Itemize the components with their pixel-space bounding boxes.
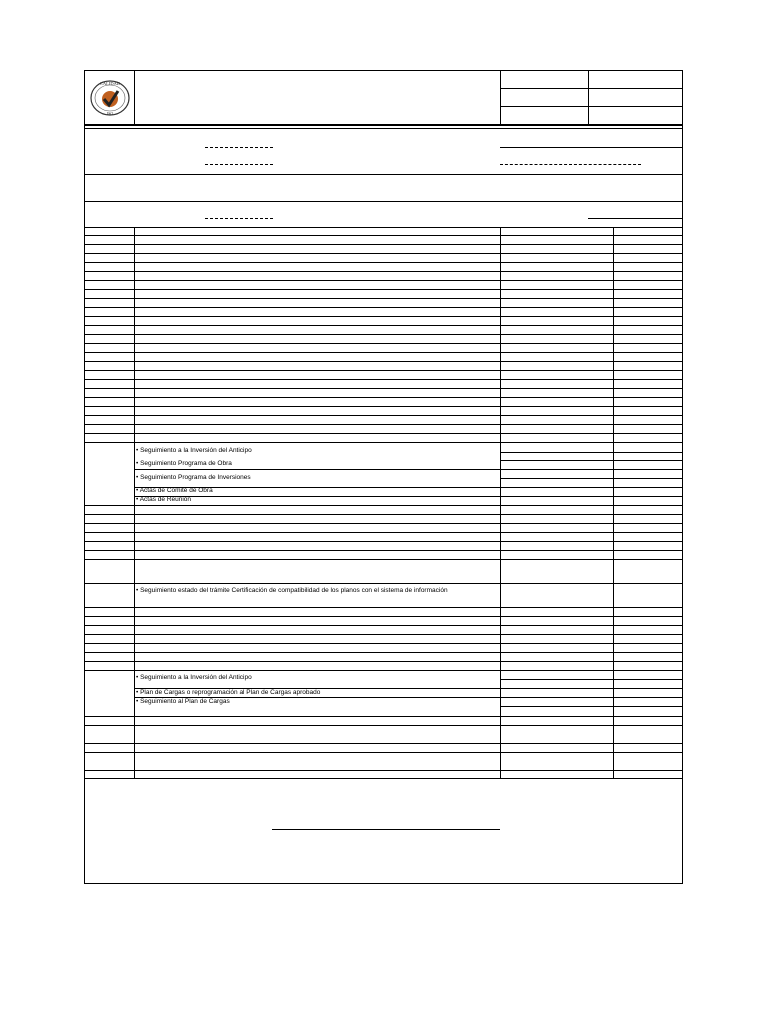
table-row-line	[500, 679, 683, 680]
signature-line	[272, 829, 500, 830]
table-row-line	[84, 424, 683, 425]
table-row-line	[84, 298, 683, 299]
table-row-line	[84, 607, 683, 608]
table-row-line	[84, 280, 683, 281]
item-certificacion: • Seguimiento estado del trámite Certificación de compatibilidad de los planos con el sistema de información	[136, 587, 448, 594]
table-row-line	[84, 244, 683, 245]
quality-seal-logo	[88, 78, 132, 118]
item-anticipo-1: • Seguimiento a la Inversión del Anticipo	[136, 447, 252, 454]
item-programa-obra: • Seguimiento Programa de Obra	[136, 460, 232, 467]
table-row-line	[500, 478, 683, 479]
table-row-line	[84, 334, 683, 335]
table-row-line	[84, 253, 683, 254]
table-row-line	[84, 752, 683, 753]
table-row-line	[84, 643, 683, 644]
table-row-line	[84, 725, 683, 726]
table-row-line	[84, 227, 683, 228]
table-row-line	[500, 688, 683, 689]
table-row-line	[84, 716, 683, 717]
table-row-line	[84, 433, 683, 434]
table-row-line	[500, 460, 683, 461]
table-row-line	[84, 652, 683, 653]
table-row-line	[500, 706, 683, 707]
table-row-line	[84, 670, 683, 671]
table-row-line	[84, 325, 683, 326]
table-row-line	[84, 406, 683, 407]
svg-text:CALIDAD: CALIDAD	[99, 81, 121, 86]
table-row-line	[134, 469, 500, 470]
table-row-line	[500, 452, 683, 453]
table-row-line	[84, 397, 683, 398]
table-row-line	[84, 514, 683, 515]
table-row-line	[84, 370, 683, 371]
table-row-line	[84, 541, 683, 542]
item-actas-reunion: • Actas de Reunión	[136, 496, 192, 503]
table-row-line	[500, 496, 683, 497]
table-row-line	[84, 532, 683, 533]
item-seguimiento-plan-cargas: • Seguimiento al Plan de Cargas	[136, 698, 230, 705]
svg-text:ISO: ISO	[106, 111, 114, 116]
table-row-line	[500, 469, 683, 470]
table-row-line	[84, 442, 683, 443]
item-actas-comite: • Actas de Comité de Obra	[136, 487, 213, 494]
table-row-line	[84, 634, 683, 635]
table-row-line	[84, 770, 683, 771]
table-row-line	[84, 271, 683, 272]
table-row-line	[84, 262, 683, 263]
table-row-line	[84, 743, 683, 744]
table-row-line	[84, 559, 683, 560]
table-row-line	[84, 415, 683, 416]
table-row-line	[84, 661, 683, 662]
table-row-line	[84, 343, 683, 344]
table-row-line	[84, 316, 683, 317]
table-row-line	[84, 523, 683, 524]
table-row-line	[500, 697, 683, 698]
table-row-line	[84, 625, 683, 626]
table-row-line	[84, 379, 683, 380]
table-row-line	[84, 505, 683, 506]
table-row-line	[84, 361, 683, 362]
item-plan-cargas: • Plan de Cargas o reprogramación al Plan de Cargas aprobado	[136, 689, 321, 696]
table-row-line	[84, 235, 683, 236]
table-row-line	[84, 550, 683, 551]
table-row-line	[84, 289, 683, 290]
table-row-line	[84, 307, 683, 308]
item-programa-inversiones: • Seguimiento Programa de Inversiones	[136, 474, 251, 481]
table-row-line	[84, 388, 683, 389]
table-row-line	[84, 352, 683, 353]
table-row-line	[84, 616, 683, 617]
item-anticipo-2: • Seguimiento a la Inversión del Anticipo	[136, 674, 252, 681]
table-row-line	[500, 487, 683, 488]
table-row-line	[84, 583, 683, 584]
